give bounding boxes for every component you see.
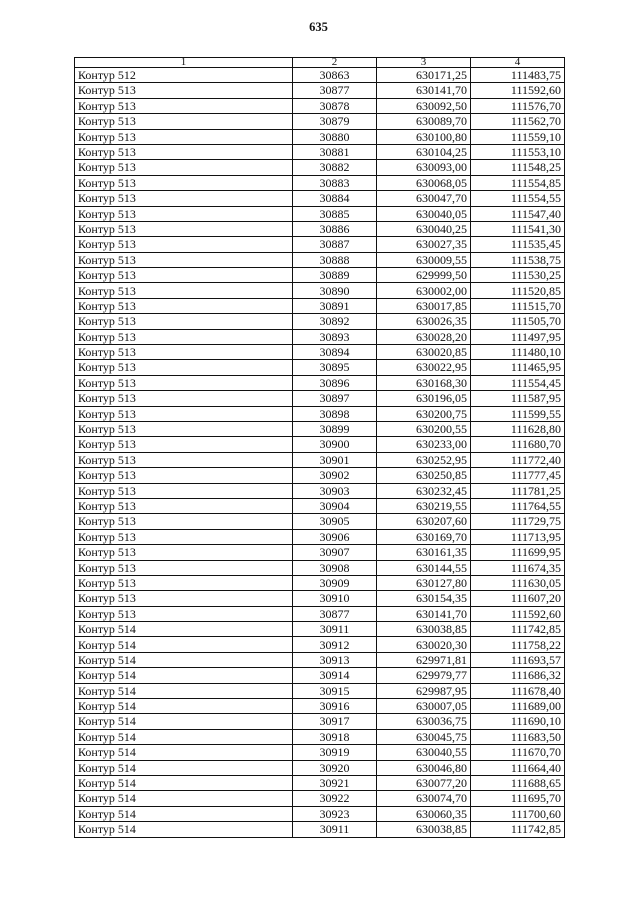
coord-x-cell: 630038,85: [377, 622, 471, 637]
coord-x-cell: 630040,05: [377, 206, 471, 221]
coord-y-cell: 111678,40: [471, 683, 565, 698]
coord-x-cell: 629971,81: [377, 652, 471, 667]
point-number-cell: 30887: [293, 237, 377, 252]
point-number-cell: 30919: [293, 745, 377, 760]
contour-name-cell: Контур 513: [75, 191, 293, 206]
contour-name-cell: Контур 514: [75, 668, 293, 683]
coord-y-cell: 111758,22: [471, 637, 565, 652]
contour-name-cell: Контур 514: [75, 683, 293, 698]
contour-name-cell: Контур 513: [75, 514, 293, 529]
point-number-cell: 30909: [293, 575, 377, 590]
table-row: [75, 252, 565, 267]
point-number-cell: 30894: [293, 345, 377, 360]
coord-x-cell: 629987,95: [377, 683, 471, 698]
page-number: 635: [309, 20, 328, 34]
table-row: [75, 622, 565, 637]
point-number-cell: 30902: [293, 468, 377, 483]
contour-name-cell: Контур 513: [75, 591, 293, 606]
table-row: [75, 314, 565, 329]
coord-y-cell: 111686,32: [471, 668, 565, 683]
coordinates-table-body: [75, 58, 565, 838]
contour-name-cell: Контур 513: [75, 129, 293, 144]
coord-x-cell: 630009,55: [377, 252, 471, 267]
column-header-4: 4: [471, 58, 565, 68]
point-number-cell: 30892: [293, 314, 377, 329]
contour-name-cell: Контур 513: [75, 345, 293, 360]
coord-y-cell: 111480,10: [471, 345, 565, 360]
coord-x-cell: 630200,55: [377, 421, 471, 436]
table-row: [75, 114, 565, 129]
coord-y-cell: 111764,55: [471, 498, 565, 513]
point-number-cell: 30877: [293, 83, 377, 98]
contour-name-cell: Контур 513: [75, 221, 293, 236]
table-row: [75, 699, 565, 714]
column-header-3: 3: [377, 58, 471, 68]
coord-x-cell: 630161,35: [377, 545, 471, 560]
contour-name-cell: Контур 513: [75, 268, 293, 283]
coord-x-cell: 630074,70: [377, 791, 471, 806]
coord-x-cell: 630200,75: [377, 406, 471, 421]
contour-name-cell: Контур 513: [75, 545, 293, 560]
table-row: [75, 822, 565, 837]
table-row: [75, 483, 565, 498]
table-row: [75, 421, 565, 436]
table-row: [75, 575, 565, 590]
point-number-cell: 30883: [293, 175, 377, 190]
coord-y-cell: 111592,60: [471, 606, 565, 621]
point-number-cell: 30913: [293, 652, 377, 667]
coord-y-cell: 111689,00: [471, 699, 565, 714]
table-row: [75, 791, 565, 806]
table-row: [75, 98, 565, 113]
point-number-cell: 30898: [293, 406, 377, 421]
coord-x-cell: 630104,25: [377, 144, 471, 159]
point-number-cell: 30903: [293, 483, 377, 498]
coord-y-cell: 111772,40: [471, 452, 565, 467]
point-number-cell: 30891: [293, 298, 377, 313]
coord-x-cell: 630144,55: [377, 560, 471, 575]
coord-y-cell: 111553,10: [471, 144, 565, 159]
table-row: [75, 606, 565, 621]
contour-name-cell: Контур 513: [75, 144, 293, 159]
coord-x-cell: 630232,45: [377, 483, 471, 498]
contour-name-cell: Контур 513: [75, 560, 293, 575]
table-row: [75, 683, 565, 698]
table-row: [75, 760, 565, 775]
table-row: [75, 406, 565, 421]
table-row: [75, 391, 565, 406]
coord-y-cell: 111505,70: [471, 314, 565, 329]
coord-x-cell: 630250,85: [377, 468, 471, 483]
contour-name-cell: Контур 513: [75, 329, 293, 344]
point-number-cell: 30911: [293, 822, 377, 837]
point-number-cell: 30863: [293, 68, 377, 83]
coord-y-cell: 111497,95: [471, 329, 565, 344]
contour-name-cell: Контур 514: [75, 729, 293, 744]
contour-name-cell: Контур 514: [75, 652, 293, 667]
coord-y-cell: 111554,45: [471, 375, 565, 390]
point-number-cell: 30895: [293, 360, 377, 375]
table-row: [75, 545, 565, 560]
table-row: [75, 345, 565, 360]
contour-name-cell: Контур 514: [75, 775, 293, 790]
contour-name-cell: Контур 512: [75, 68, 293, 83]
table-row: [75, 468, 565, 483]
table-row: [75, 668, 565, 683]
table-row: [75, 714, 565, 729]
table-row: [75, 514, 565, 529]
table-row: [75, 329, 565, 344]
column-header-1: 1: [75, 58, 293, 68]
coord-y-cell: 111541,30: [471, 221, 565, 236]
table-row: [75, 160, 565, 175]
table-header-row: [75, 58, 565, 68]
point-number-cell: 30921: [293, 775, 377, 790]
table-row: [75, 191, 565, 206]
coord-x-cell: 630207,60: [377, 514, 471, 529]
contour-name-cell: Контур 514: [75, 822, 293, 837]
contour-name-cell: Контур 514: [75, 714, 293, 729]
coord-x-cell: 630100,80: [377, 129, 471, 144]
point-number-cell: 30890: [293, 283, 377, 298]
column-header-2: 2: [293, 58, 377, 68]
coord-x-cell: 630040,25: [377, 221, 471, 236]
coord-x-cell: 630127,80: [377, 575, 471, 590]
coord-y-cell: 111742,85: [471, 822, 565, 837]
point-number-cell: 30918: [293, 729, 377, 744]
point-number-cell: 30904: [293, 498, 377, 513]
coord-x-cell: 630141,70: [377, 606, 471, 621]
coord-y-cell: 111729,75: [471, 514, 565, 529]
coord-x-cell: 630077,20: [377, 775, 471, 790]
point-number-cell: 30882: [293, 160, 377, 175]
contour-name-cell: Контур 513: [75, 375, 293, 390]
table-row: [75, 775, 565, 790]
coord-x-cell: 630068,05: [377, 175, 471, 190]
table-row: [75, 129, 565, 144]
contour-name-cell: Контур 513: [75, 283, 293, 298]
coord-x-cell: 630022,95: [377, 360, 471, 375]
contour-name-cell: Контур 513: [75, 114, 293, 129]
coord-y-cell: 111680,70: [471, 437, 565, 452]
coord-y-cell: 111628,80: [471, 421, 565, 436]
point-number-cell: 30912: [293, 637, 377, 652]
point-number-cell: 30886: [293, 221, 377, 236]
table-row: [75, 560, 565, 575]
coord-x-cell: 630060,35: [377, 806, 471, 821]
point-number-cell: 30915: [293, 683, 377, 698]
table-row: [75, 591, 565, 606]
coord-y-cell: 111587,95: [471, 391, 565, 406]
coord-y-cell: 111630,05: [471, 575, 565, 590]
coord-y-cell: 111699,95: [471, 545, 565, 560]
point-number-cell: 30896: [293, 375, 377, 390]
coord-x-cell: 629999,50: [377, 268, 471, 283]
contour-name-cell: Контур 513: [75, 437, 293, 452]
coord-y-cell: 111520,85: [471, 283, 565, 298]
table-row: [75, 375, 565, 390]
table-row: [75, 298, 565, 313]
coord-y-cell: 111554,55: [471, 191, 565, 206]
coord-x-cell: 630219,55: [377, 498, 471, 513]
coord-y-cell: 111483,75: [471, 68, 565, 83]
table-row: [75, 206, 565, 221]
point-number-cell: 30888: [293, 252, 377, 267]
table-row: [75, 652, 565, 667]
coord-y-cell: 111700,60: [471, 806, 565, 821]
table-row: [75, 268, 565, 283]
contour-name-cell: Контур 514: [75, 791, 293, 806]
point-number-cell: 30881: [293, 144, 377, 159]
point-number-cell: 30911: [293, 622, 377, 637]
point-number-cell: 30907: [293, 545, 377, 560]
table-row: [75, 283, 565, 298]
coord-y-cell: 111781,25: [471, 483, 565, 498]
table-row: [75, 806, 565, 821]
coord-y-cell: 111547,40: [471, 206, 565, 221]
coord-y-cell: 111695,70: [471, 791, 565, 806]
table-row: [75, 221, 565, 236]
contour-name-cell: Контур 513: [75, 314, 293, 329]
contour-name-cell: Контур 513: [75, 468, 293, 483]
point-number-cell: 30905: [293, 514, 377, 529]
point-number-cell: 30922: [293, 791, 377, 806]
coord-y-cell: 111465,95: [471, 360, 565, 375]
coord-x-cell: 630092,50: [377, 98, 471, 113]
point-number-cell: 30916: [293, 699, 377, 714]
coord-x-cell: 630017,85: [377, 298, 471, 313]
coord-y-cell: 111713,95: [471, 529, 565, 544]
table-row: [75, 144, 565, 159]
coord-x-cell: 630020,30: [377, 637, 471, 652]
coord-x-cell: 630027,35: [377, 237, 471, 252]
coord-y-cell: 111688,65: [471, 775, 565, 790]
point-number-cell: 30899: [293, 421, 377, 436]
contour-name-cell: Контур 513: [75, 83, 293, 98]
table-row: [75, 68, 565, 83]
point-number-cell: 30920: [293, 760, 377, 775]
point-number-cell: 30889: [293, 268, 377, 283]
point-number-cell: 30908: [293, 560, 377, 575]
table-row: [75, 175, 565, 190]
coord-x-cell: 630196,05: [377, 391, 471, 406]
point-number-cell: 30885: [293, 206, 377, 221]
coord-x-cell: 630169,70: [377, 529, 471, 544]
coord-x-cell: 630047,70: [377, 191, 471, 206]
contour-name-cell: Контур 513: [75, 391, 293, 406]
point-number-cell: 30910: [293, 591, 377, 606]
contour-name-cell: Контур 513: [75, 360, 293, 375]
contour-name-cell: Контур 513: [75, 606, 293, 621]
coord-x-cell: 630168,30: [377, 375, 471, 390]
contour-name-cell: Контур 513: [75, 298, 293, 313]
table-row: [75, 729, 565, 744]
coord-x-cell: 630141,70: [377, 83, 471, 98]
contour-name-cell: Контур 514: [75, 637, 293, 652]
point-number-cell: 30923: [293, 806, 377, 821]
coord-y-cell: 111607,20: [471, 591, 565, 606]
coord-y-cell: 111576,70: [471, 98, 565, 113]
coord-y-cell: 111562,70: [471, 114, 565, 129]
coord-x-cell: 630038,85: [377, 822, 471, 837]
coord-y-cell: 111777,45: [471, 468, 565, 483]
coord-x-cell: 630007,05: [377, 699, 471, 714]
contour-name-cell: Контур 513: [75, 206, 293, 221]
coord-x-cell: 630026,35: [377, 314, 471, 329]
coord-y-cell: 111599,55: [471, 406, 565, 421]
contour-name-cell: Контур 513: [75, 575, 293, 590]
coord-x-cell: 630040,55: [377, 745, 471, 760]
point-number-cell: 30880: [293, 129, 377, 144]
contour-name-cell: Контур 513: [75, 98, 293, 113]
point-number-cell: 30917: [293, 714, 377, 729]
contour-name-cell: Контур 513: [75, 160, 293, 175]
contour-name-cell: Контур 513: [75, 529, 293, 544]
coord-y-cell: 111674,35: [471, 560, 565, 575]
point-number-cell: 30877: [293, 606, 377, 621]
coord-x-cell: 630046,80: [377, 760, 471, 775]
contour-name-cell: Контур 513: [75, 452, 293, 467]
coord-y-cell: 111670,70: [471, 745, 565, 760]
point-number-cell: 30914: [293, 668, 377, 683]
coord-y-cell: 111693,57: [471, 652, 565, 667]
contour-name-cell: Контур 513: [75, 252, 293, 267]
table-row: [75, 360, 565, 375]
point-number-cell: 30900: [293, 437, 377, 452]
coord-x-cell: 630036,75: [377, 714, 471, 729]
contour-name-cell: Контур 513: [75, 498, 293, 513]
coord-y-cell: 111664,40: [471, 760, 565, 775]
coord-y-cell: 111535,45: [471, 237, 565, 252]
coord-y-cell: 111683,50: [471, 729, 565, 744]
table-row: [75, 83, 565, 98]
coord-y-cell: 111742,85: [471, 622, 565, 637]
coord-x-cell: 630154,35: [377, 591, 471, 606]
coord-x-cell: 630045,75: [377, 729, 471, 744]
point-number-cell: 30893: [293, 329, 377, 344]
coord-x-cell: 630171,25: [377, 68, 471, 83]
coord-x-cell: 629979,77: [377, 668, 471, 683]
coord-x-cell: 630252,95: [377, 452, 471, 467]
contour-name-cell: Контур 514: [75, 745, 293, 760]
table-row: [75, 437, 565, 452]
contour-name-cell: Контур 513: [75, 406, 293, 421]
contour-name-cell: Контур 513: [75, 483, 293, 498]
table-row: [75, 637, 565, 652]
coord-y-cell: 111690,10: [471, 714, 565, 729]
table-row: [75, 498, 565, 513]
coord-x-cell: 630020,85: [377, 345, 471, 360]
coordinates-table: [74, 57, 565, 838]
table-row: [75, 237, 565, 252]
coord-y-cell: 111559,10: [471, 129, 565, 144]
point-number-cell: 30897: [293, 391, 377, 406]
contour-name-cell: Контур 514: [75, 622, 293, 637]
point-number-cell: 30906: [293, 529, 377, 544]
coord-x-cell: 630093,00: [377, 160, 471, 175]
coord-y-cell: 111554,85: [471, 175, 565, 190]
table-row: [75, 529, 565, 544]
point-number-cell: 30879: [293, 114, 377, 129]
contour-name-cell: Контур 514: [75, 760, 293, 775]
coord-y-cell: 111515,70: [471, 298, 565, 313]
coord-y-cell: 111538,75: [471, 252, 565, 267]
coord-y-cell: 111592,60: [471, 83, 565, 98]
contour-name-cell: Контур 513: [75, 237, 293, 252]
contour-name-cell: Контур 513: [75, 421, 293, 436]
table-row: [75, 452, 565, 467]
coord-y-cell: 111548,25: [471, 160, 565, 175]
point-number-cell: 30878: [293, 98, 377, 113]
coord-x-cell: 630233,00: [377, 437, 471, 452]
point-number-cell: 30901: [293, 452, 377, 467]
coord-y-cell: 111530,25: [471, 268, 565, 283]
coord-x-cell: 630089,70: [377, 114, 471, 129]
table-row: [75, 745, 565, 760]
coord-x-cell: 630002,00: [377, 283, 471, 298]
contour-name-cell: Контур 514: [75, 806, 293, 821]
point-number-cell: 30884: [293, 191, 377, 206]
coord-x-cell: 630028,20: [377, 329, 471, 344]
contour-name-cell: Контур 514: [75, 699, 293, 714]
contour-name-cell: Контур 513: [75, 175, 293, 190]
